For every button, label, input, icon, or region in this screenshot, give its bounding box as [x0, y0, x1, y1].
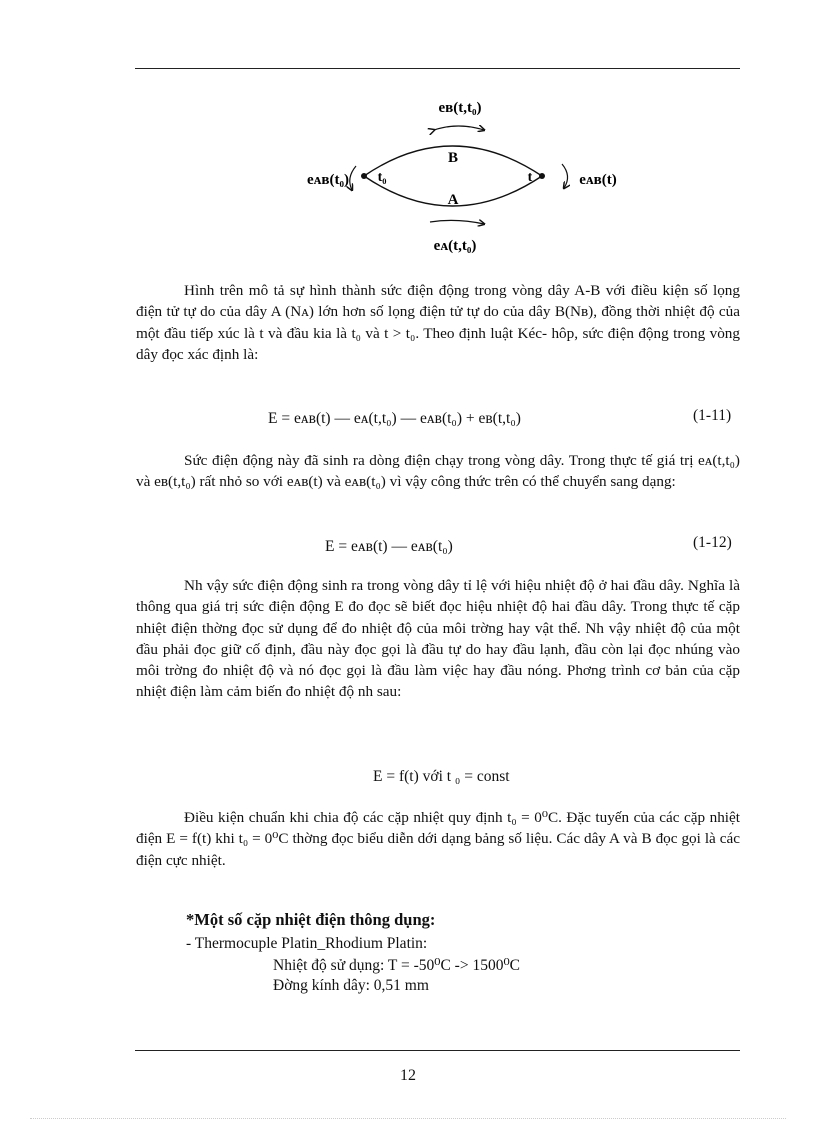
section-heading: *Một số cặp nhiệt điện thông dụng:	[186, 910, 436, 929]
thermocouple-diagram	[280, 92, 640, 262]
right-curved-arrow	[562, 164, 568, 188]
label-top: eʙ(t,t₀)	[438, 100, 482, 116]
paragraph-4: Điều kiện chuẩn khi chia độ các cặp nhiệt quy định t₀ = 0⁰C. Đặc tuyến của các cặp nhiệt điện E = f(t) khi t₀ = 0⁰C thờng đọc biểu diễn dới dạng bảng số liệu. Các dây A và B đọc gọi là các điện cực nhiệt.	[136, 809, 740, 869]
list-item-diameter: Đờng kính dây: 0,51 mm	[273, 977, 429, 994]
equation-number-1-12: (1-12)	[693, 534, 732, 551]
junction-right-dot	[539, 173, 545, 179]
label-left: eᴀʙ(t₀)	[306, 172, 350, 188]
equation-1-11: E = eᴀʙ(t) — eᴀ(t,t₀) — eᴀʙ(t₀) + eʙ(t,t₀)	[268, 410, 521, 427]
header-rule	[135, 68, 740, 69]
paragraph-1: Hình trên mô tả sự hình thành sức điện động trong vòng dây A-B với điều kiện số lọng điện tử tự do của dây A (Nᴀ) lớn hơn số lọng điện tử tự do của dây B(Nʙ), đồng thời nhiệt độ của một đầu tiếp xúc là t và đầu kia là t₀ và t > t₀. Theo định luật Kéc- hôp, sức điện động trong vòng dây đọc xác định là:	[136, 282, 740, 363]
equation-number-1-11: (1-11)	[693, 407, 732, 424]
junction-left-dot	[361, 173, 367, 179]
paragraph-2: Sức điện động này đã sinh ra dòng điện chạy trong vòng dây. Trong thực tế giá trị eᴀ(t,t₀) và eʙ(t,t₀) rất nhỏ so với eᴀʙ(t) và eᴀʙ(t₀) vì vậy công thức trên có thể chuyển sang dạng:	[136, 452, 740, 491]
equation-basic: E = f(t) với t ₀ = const	[373, 768, 510, 785]
label-right: eᴀʙ(t)	[579, 172, 617, 188]
top-double-arrow	[434, 126, 484, 130]
page-number: 12	[400, 1067, 416, 1084]
junction-right-label: t	[527, 170, 533, 185]
page-edge-dotted-line	[30, 1118, 786, 1119]
list-item-thermocouple: - Thermocuple Platin_Rhodium Platin:	[186, 935, 428, 952]
bottom-arrow	[430, 220, 484, 224]
left-curved-arrow	[350, 166, 356, 190]
footer-rule	[135, 1050, 740, 1051]
list-item-temperature: Nhiệt độ sử dụng: T = -50⁰C -> 1500⁰C	[273, 957, 520, 974]
wire-a-label: A	[447, 192, 459, 208]
equation-1-12: E = eᴀʙ(t) — eᴀʙ(t₀)	[325, 538, 453, 555]
paragraph-3: Nh vậy sức điện động sinh ra trong vòng dây tỉ lệ với hiệu nhiệt độ ở hai đầu dây. Nghĩa là thông qua giá trị sức điện động E đo đọc sẽ biết đọc hiệu nhiệt độ hai đầu dây. Trong thực tế cặp nhiệt điện thờng đọc sử dụng để đo nhiệt độ của môi trờng hay vật thể. Nh vậy nhiệt độ của một đầu phải đọc giữ cố định, đầu này đọc gọi là đầu tự do hay đầu lạnh, đầu còn lại đọc nhúng vào môi trờng đo nhiệt độ và nó đọc gọi là đầu làm việc hay đầu nóng. Phơng trình cơ bản của cặp nhiệt điện làm cảm biến đo nhiệt độ nh sau:	[136, 577, 740, 701]
label-bottom: eᴀ(t,t₀)	[433, 238, 477, 254]
wire-b-label: B	[447, 150, 459, 166]
junction-left-label: t₀	[377, 170, 387, 185]
